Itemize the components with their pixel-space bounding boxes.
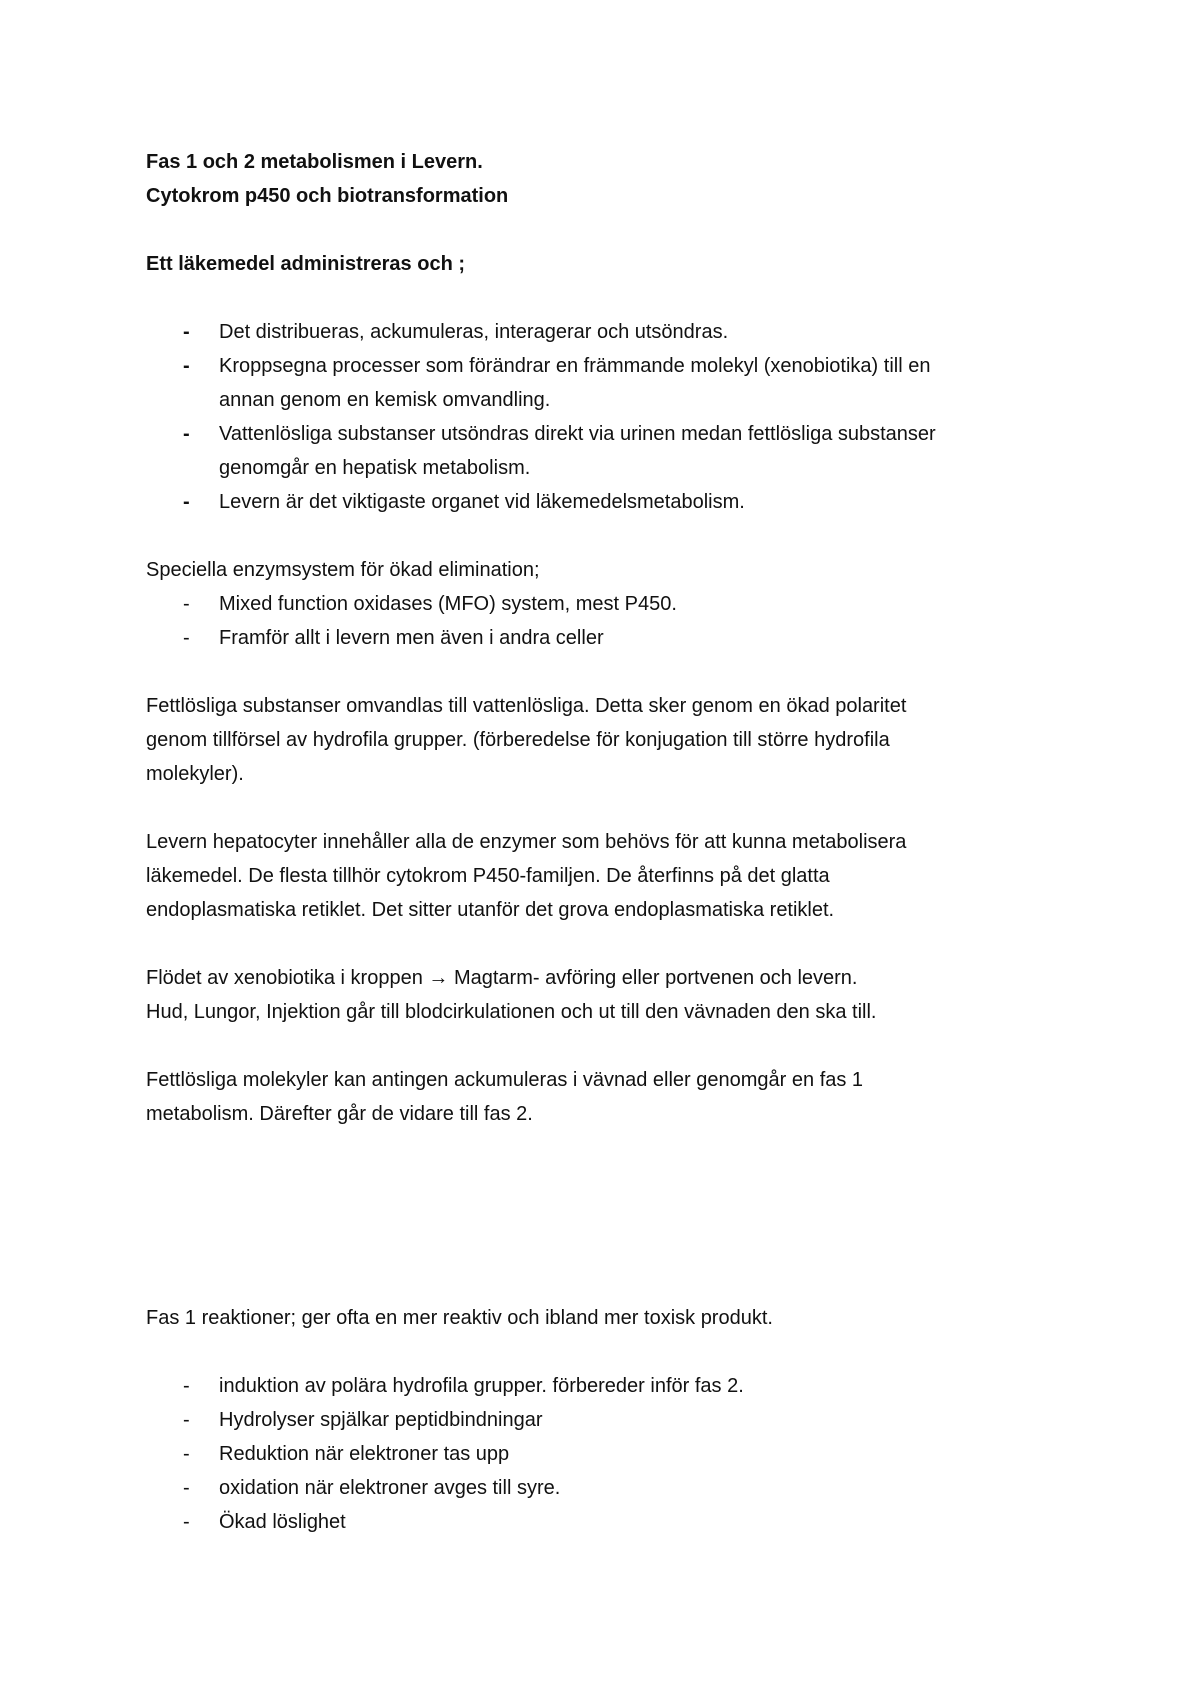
bullet-dash: - <box>183 1375 190 1397</box>
list-item: Ökad löslighet <box>219 1511 346 1533</box>
list-item: induktion av polära hydrofila grupper. förbereder inför fas 2. <box>219 1375 744 1397</box>
list-item: Vattenlösliga substanser utsöndras direkt via urinen medan fettlösliga substanser <box>219 423 936 445</box>
list-item: oxidation när elektroner avges till syre. <box>219 1477 561 1499</box>
fas1-heading: Fas 1 reaktioner; ger ofta en mer reaktiv och ibland mer toxisk produkt. <box>146 1307 773 1329</box>
bullet-dash: - <box>183 491 190 513</box>
list-item-continuation: genomgår en hepatisk metabolism. <box>219 457 531 479</box>
bullet-dash: - <box>183 423 190 445</box>
list-item: Kroppsegna processer som förändrar en främmande molekyl (xenobiotika) till en <box>219 355 931 377</box>
paragraph-line: Fettlösliga molekyler kan antingen ackumuleras i vävnad eller genomgår en fas 1 <box>146 1069 864 1091</box>
title-line-1: Fas 1 och 2 metabolismen i Levern. <box>146 151 483 173</box>
paragraph-line: Fettlösliga substanser omvandlas till vattenlösliga. Detta sker genom en ökad polaritet <box>146 695 907 717</box>
bullet-dash: - <box>183 321 190 343</box>
bullet-dash: - <box>183 1443 190 1465</box>
bullet-dash: - <box>183 355 190 377</box>
paragraph-line: endoplasmatiska retiklet. Det sitter utanför det grova endoplasmatiska retiklet. <box>146 899 835 921</box>
list-item: Framför allt i levern men även i andra celler <box>219 627 604 649</box>
bullet-dash: - <box>183 1511 190 1533</box>
intro-heading: Ett läkemedel administreras och ; <box>146 253 466 275</box>
bullet-dash: - <box>183 593 190 615</box>
paragraph-line: genom tillförsel av hydrofila grupper. (förberedelse för konjugation till större hydrofila <box>146 729 890 751</box>
paragraph-line: Flödet av xenobiotika i kroppen → Magtarm- avföring eller portvenen och levern. <box>146 967 858 989</box>
list-item: Reduktion när elektroner tas upp <box>219 1443 510 1465</box>
paragraph-line: molekyler). <box>146 763 244 785</box>
bullet-dash: - <box>183 1409 190 1431</box>
list-item: Det distribueras, ackumuleras, interagerar och utsöndras. <box>219 321 729 343</box>
title-line-2: Cytokrom p450 och biotransformation <box>146 185 509 207</box>
list-item: Levern är det viktigaste organet vid läkemedelsmetabolism. <box>219 491 745 513</box>
enzyme-heading: Speciella enzymsystem för ökad elimination; <box>146 559 540 581</box>
paragraph-line: Levern hepatocyter innehåller alla de enzymer som behövs för att kunna metabolisera <box>146 831 907 853</box>
list-item-continuation: annan genom en kemisk omvandling. <box>219 389 551 411</box>
list-item: Hydrolyser spjälkar peptidbindningar <box>219 1409 543 1431</box>
paragraph-line: läkemedel. De flesta tillhör cytokrom P450-familjen. De återfinns på det glatta <box>146 865 830 887</box>
paragraph-line: metabolism. Därefter går de vidare till fas 2. <box>146 1103 533 1125</box>
bullet-dash: - <box>183 1477 190 1499</box>
list-item: Mixed function oxidases (MFO) system, mest P450. <box>219 593 677 615</box>
bullet-dash: - <box>183 627 190 649</box>
paragraph-line: Hud, Lungor, Injektion går till blodcirkulationen och ut till den vävnaden den ska till. <box>146 1001 877 1023</box>
